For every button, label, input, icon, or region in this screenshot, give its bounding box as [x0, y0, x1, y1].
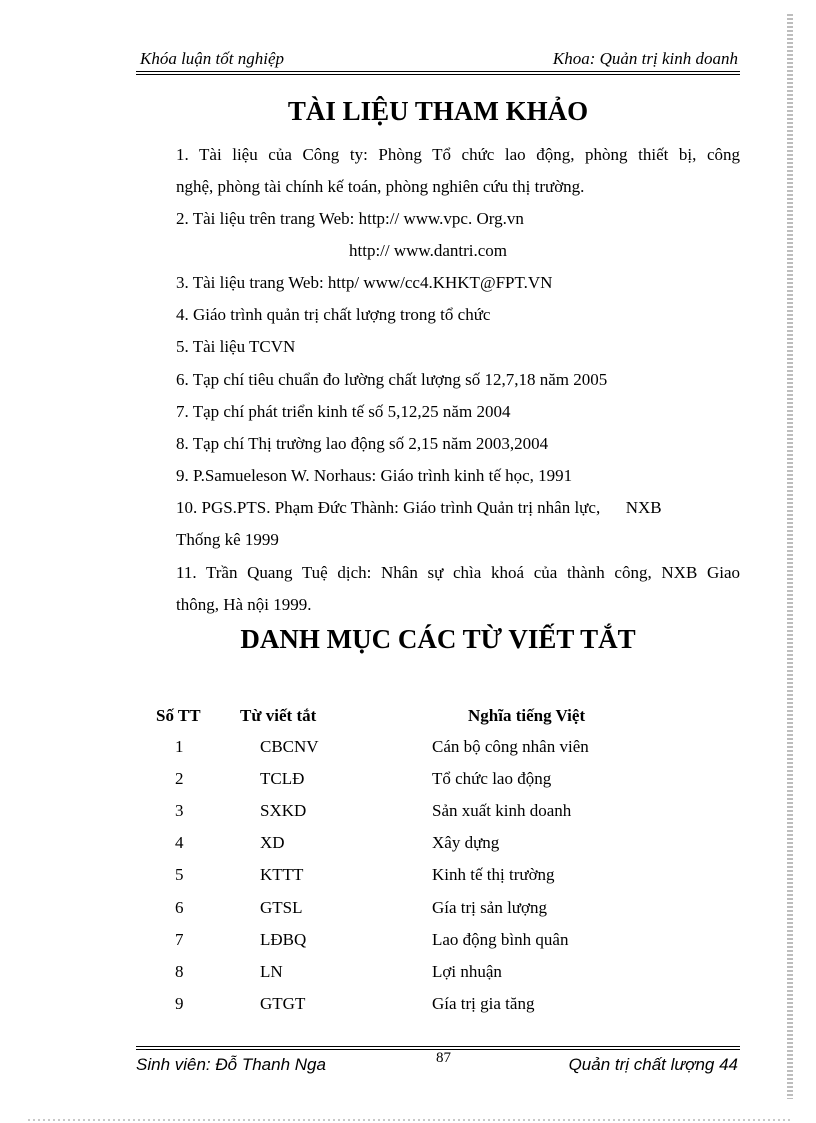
row-number: 2 — [175, 769, 184, 788]
reference-item-10-line-2: Thống kê 1999 — [176, 530, 279, 549]
reference-item-2-line-2: http:// www.dantri.com — [349, 241, 508, 260]
row-meaning: Kinh tế thị trường — [432, 865, 555, 884]
row-abbreviation: GTSL — [260, 898, 303, 917]
page-border-right — [787, 14, 793, 1099]
row-meaning: Lao động bình quân — [432, 930, 569, 949]
reference-item-10-line-1: 10. PGS.PTS. Phạm Đức Thành: Giáo trình Quản trị nhân lực, NXB — [176, 498, 662, 517]
row-number: 8 — [175, 962, 184, 981]
row-number: 6 — [175, 898, 184, 917]
row-number: 4 — [175, 833, 184, 852]
row-number: 9 — [175, 994, 184, 1013]
reference-item-5: 5. Tài liệu TCVN — [176, 337, 296, 356]
row-number: 7 — [175, 930, 184, 949]
row-meaning: Tổ chức lao động — [432, 769, 552, 788]
reference-item-4: 4. Giáo trình quản trị chất lượng trong tổ chức — [176, 305, 491, 324]
row-abbreviation: KTTT — [260, 865, 304, 884]
row-meaning: Sản xuất kinh doanh — [432, 801, 572, 820]
header-divider — [136, 71, 740, 75]
row-abbreviation: TCLĐ — [260, 769, 305, 788]
reference-item-7: 7. Tạp chí phát triển kinh tế số 5,12,25 năm 2004 — [176, 402, 511, 421]
row-meaning: Gía trị gia tăng — [432, 994, 535, 1013]
abbreviations-title: DANH MỤC CÁC TỪ VIẾT TẮT — [240, 624, 636, 654]
reference-item-9: 9. P.Samueleson W. Norhaus: Giáo trình kinh tế học, 1991 — [176, 466, 573, 485]
row-abbreviation: GTGT — [260, 994, 306, 1013]
page-number: 87 — [436, 1050, 451, 1066]
reference-item-3: 3. Tài liệu trang Web: http/ www/cc4.KHKT@FPT.VN — [176, 273, 553, 292]
reference-item-1-line-1: 1. Tài liệu của Công ty: Phòng Tổ chức lao động, phòng thiết bị, công — [176, 145, 740, 164]
row-abbreviation: LĐBQ — [260, 930, 307, 949]
row-abbreviation: XD — [260, 833, 285, 852]
row-meaning: Cán bộ công nhân viên — [432, 737, 589, 756]
reference-item-8: 8. Tạp chí Thị trường lao động số 2,15 năm 2003,2004 — [176, 434, 549, 453]
row-abbreviation: LN — [260, 962, 283, 981]
footer-student-label: Sinh viên: Đỗ Thanh Nga — [136, 1055, 326, 1074]
header-faculty-label: Khoa: Quản trị kinh doanh — [552, 49, 738, 68]
row-meaning: Xây dựng — [432, 833, 500, 852]
column-header-number: Số TT — [156, 706, 201, 725]
footer-course-label: Quản trị chất lượng 44 — [568, 1055, 738, 1074]
reference-item-11-line-1: 11. Trần Quang Tuệ dịch: Nhân sự chìa khoá của thành công, NXB Giao — [176, 563, 740, 582]
header-thesis-label: Khóa luận tốt nghiệp — [140, 49, 285, 68]
column-header-meaning: Nghĩa tiếng Việt — [468, 706, 586, 725]
row-abbreviation: CBCNV — [260, 737, 319, 756]
reference-item-11-line-2: thông, Hà nội 1999. — [176, 595, 312, 614]
row-number: 5 — [175, 865, 184, 884]
reference-item-1-line-2: nghệ, phòng tài chính kế toán, phòng nghiên cứu thị trường. — [176, 177, 585, 196]
row-abbreviation: SXKD — [260, 801, 307, 820]
page-header — [136, 48, 740, 72]
row-meaning: Lợi nhuận — [432, 962, 502, 981]
references-title: TÀI LIỆU THAM KHẢO — [287, 96, 589, 126]
page-footer — [136, 1046, 740, 1086]
row-meaning: Gía trị sản lượng — [432, 898, 547, 917]
reference-item-6: 6. Tạp chí tiêu chuẩn đo lường chất lượng số 12,7,18 năm 2005 — [176, 370, 608, 389]
row-number: 1 — [175, 737, 184, 756]
reference-item-2-line-1: 2. Tài liệu trên trang Web: http:// www.vpc. Org.vn — [176, 209, 524, 228]
row-number: 3 — [175, 801, 184, 820]
page-border-bottom — [28, 1119, 793, 1121]
column-header-abbreviation: Từ viết tắt — [240, 706, 317, 725]
